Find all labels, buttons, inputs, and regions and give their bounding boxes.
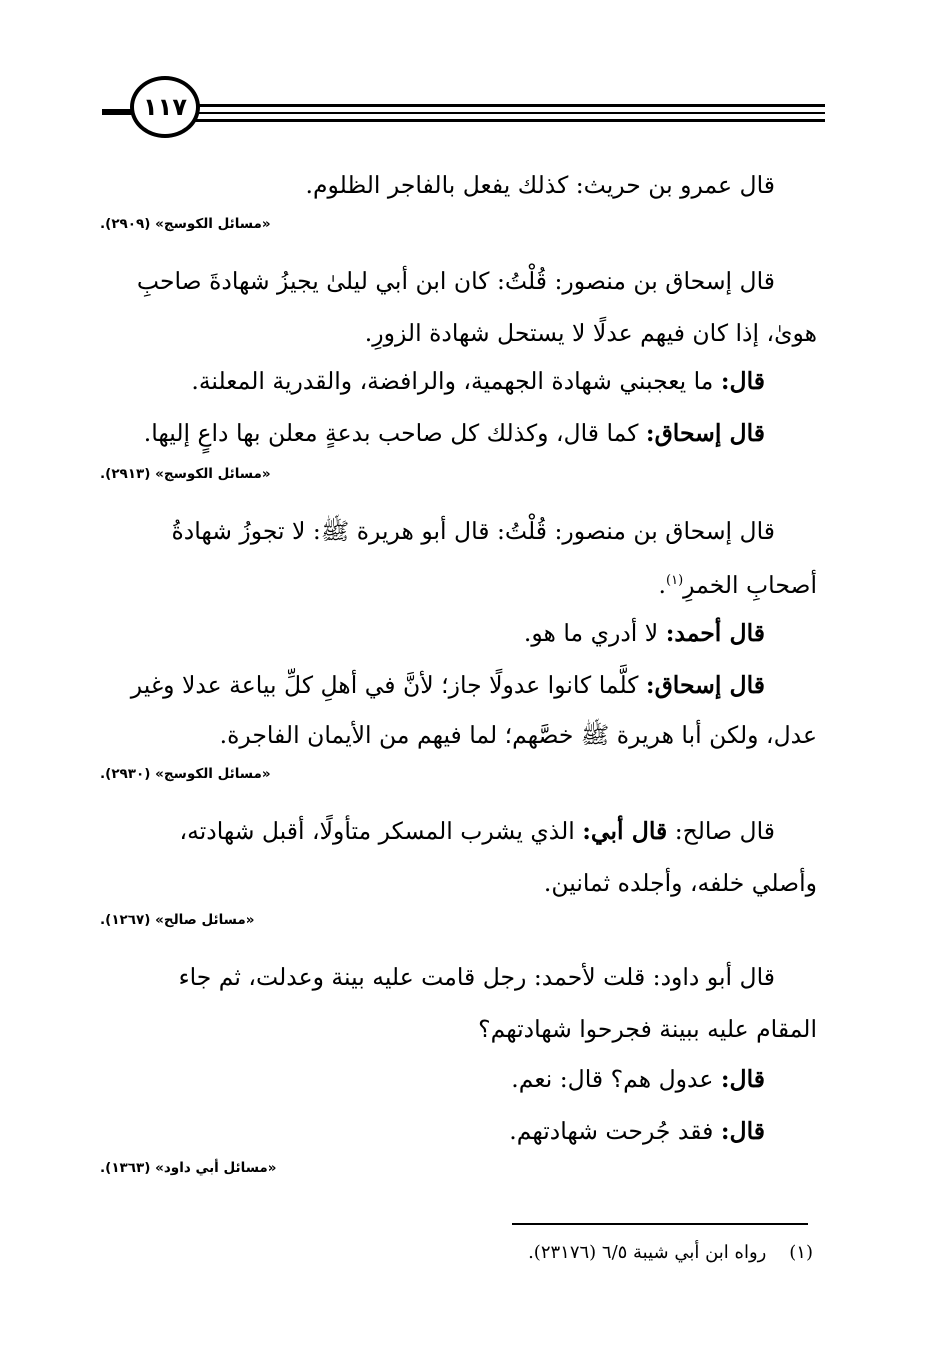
paragraph-continuation xyxy=(100,308,817,358)
paragraph-text: عدول هم؟ قال: نعم. xyxy=(511,1065,721,1093)
source-citation: «مسائل صالح» (١٢٦٧). xyxy=(100,912,255,928)
paragraph-text: قال صالح: xyxy=(667,817,775,845)
paragraph-text: ما يعجبني شهادة الجهمية، والرافضة، والقدرية المعلنة. xyxy=(191,367,721,395)
speaker-label: قال: xyxy=(720,367,765,395)
footnote-marker: (١) xyxy=(789,1242,813,1263)
paragraph-continuation xyxy=(100,710,817,760)
source-citation: «مسائل الكوسج» (٢٩٠٩). xyxy=(100,216,271,232)
speaker-label: قال: xyxy=(720,1065,765,1093)
header-rule xyxy=(180,112,825,114)
page-number: ١١٧ xyxy=(130,76,200,138)
paragraph xyxy=(100,806,817,856)
paragraph-text: . xyxy=(658,570,667,599)
paragraph-text: وأصلي خلفه، وأجلده ثمانين. xyxy=(543,869,817,897)
source-citation: «مسائل أبي داود» (١٣٦٣). xyxy=(100,1160,277,1176)
paragraph xyxy=(100,160,817,210)
paragraph-text: كما قال، وكذلك كل صاحب بدعةٍ معلن بها داعٍ إليها. xyxy=(143,419,646,447)
paragraph-text: قال إسحاق بن منصور: قُلْتُ: قال أبو هريرة ﷺ: لا تجوزُ شهادةُ xyxy=(171,517,775,545)
paragraph xyxy=(100,256,817,306)
paragraph-text: المقام عليه ببينة فجرحوا شهادتهم؟ xyxy=(478,1015,817,1043)
paragraph xyxy=(100,408,817,458)
footnote-divider xyxy=(512,1223,808,1225)
paragraph xyxy=(100,952,817,1002)
paragraph-text: الذي يشرب المسكر متأولًا، أقبل شهادته، xyxy=(179,817,583,845)
source-citation: «مسائل الكوسج» (٢٩١٣). xyxy=(100,466,271,482)
footnote xyxy=(528,1238,813,1268)
paragraph-text: قال إسحاق بن منصور: قُلْتُ: كان ابن أبي ليلىٰ يجيزُ شهادةَ صاحبِ xyxy=(136,267,775,295)
paragraph-continuation xyxy=(100,858,817,908)
speaker-label: قال إسحاق: xyxy=(645,419,765,447)
paragraph-text: قال عمرو بن حريث: كذلك يفعل بالفاجر الظلوم. xyxy=(305,171,775,199)
paragraph-text: لا أدري ما هو. xyxy=(523,619,666,647)
source-citation: «مسائل الكوسج» (٢٩٣٠). xyxy=(100,766,271,782)
footnote-reference[interactable]: (١) xyxy=(666,573,684,588)
speaker-label: قال أحمد: xyxy=(665,619,765,647)
paragraph-text: قال أبو داود: قلت لأحمد: رجل قامت عليه بينة وعدلت، ثم جاء xyxy=(178,963,775,991)
paragraph-continuation xyxy=(100,1004,817,1054)
paragraph-text: هوىٰ، إذا كان فيهم عدلًا لا يستحل شهادة الزورِ. xyxy=(364,319,817,347)
paragraph-text: أصحابِ الخمرِ xyxy=(683,570,817,599)
speaker-label: قال أبي: xyxy=(582,817,668,845)
paragraph-text: كلَّما كانوا عدولًا جاز؛ لأنَّ في أهلِ كلِّ بياعة عدلا وغير xyxy=(130,671,646,699)
paragraph xyxy=(100,660,817,710)
paragraph-text: فقد جُرحت شهادتهم. xyxy=(509,1117,721,1145)
header-rule xyxy=(180,104,825,107)
footnote-text: رواه ابن أبي شيبة ٦/٥ (٢٣١٧٦). xyxy=(528,1242,767,1263)
paragraph xyxy=(100,608,817,658)
paragraph xyxy=(100,1106,817,1156)
paragraph xyxy=(100,506,817,556)
speaker-label: قال إسحاق: xyxy=(645,671,765,699)
paragraph xyxy=(100,356,817,406)
paragraph-text: عدل، ولكن أبا هريرة ﷺ خصَّهم؛ لما فيهم من الأيمان الفاجرة. xyxy=(219,721,817,749)
paragraph-continuation xyxy=(100,556,817,610)
speaker-label: قال: xyxy=(720,1117,765,1145)
paragraph xyxy=(100,1054,817,1104)
header-rule xyxy=(180,119,825,122)
